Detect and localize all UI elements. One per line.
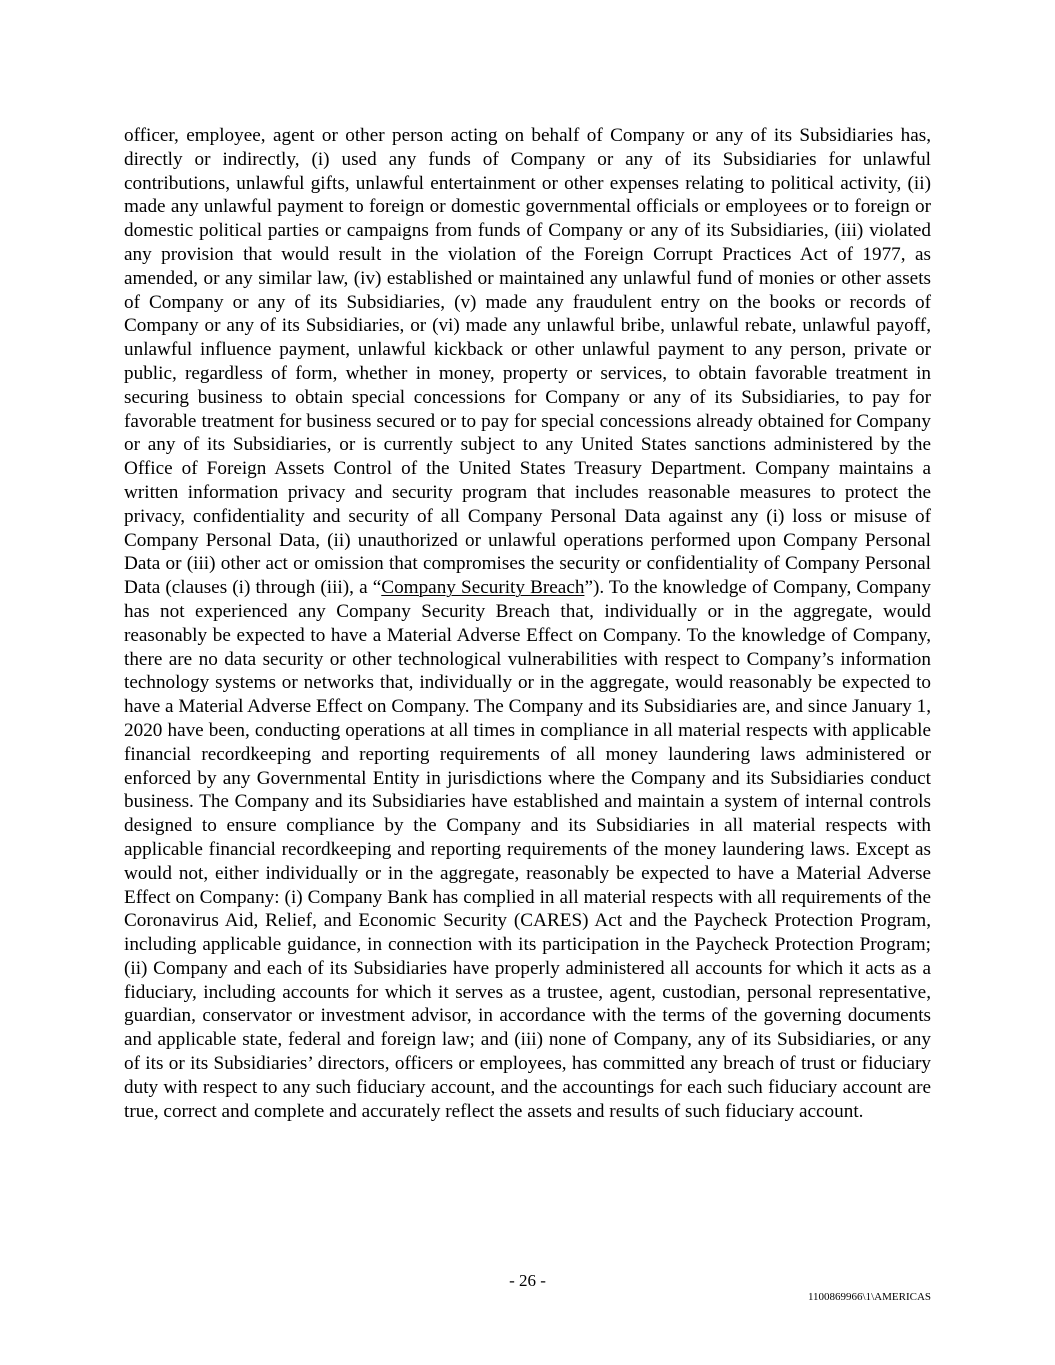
document-id: 1100869966\1\AMERICAS: [807, 1291, 931, 1303]
document-body: [124, 124, 931, 1123]
page-number: - 26 -: [509, 1271, 546, 1290]
paragraph-text-continued: ”). To the knowledge of Company, Company has not experienced any Company Security Breach that, individually or in the aggregate, would reasonably be expected to have a Material Adverse Effect on Company. To the knowledge of Company, there are no data security or other technological vulnerabilities with respect to Company’s information technology systems or networks that, individually or in the aggregate, would reasonably be expected to have a Material Adverse Effect on Company. The Company and its Subsidiaries are, and since January 1, 2020 have been, conducting operations at all times in compliance in all material respects with applicable financial recordkeeping and reporting requirements of all money laundering laws administered or enforced by any Governmental Entity in jurisdictions where the Company and its Subsidiaries conduct business. The Company and its Subsidiaries have established and maintain a system of internal controls designed to ensure compliance by the Company and its Subsidiaries in all material respects with applicable financial recordkeeping and reporting requirements of the money laundering laws. Except as would not, either individually or in the aggregate, reasonably be expected to have a Material Adverse Effect on Company: (i) Company Bank has complied in all material respects with all requirements of the Coronavirus Aid, Relief, and Economic Security (CARES) Act and the Paycheck Protection Program, including applicable guidance, in connection with its participation in the Paycheck Protection Program; (ii) Company and each of its Subsidiaries have properly administered all accounts for which it acts as a fiduciary, including accounts for which it serves as a trustee, agent, custodian, personal representative, guardian, conservator or investment advisor, in accordance with the terms of the governing documents and applicable state, federal and foreign law; and (iii) none of Company, any of its Subsidiaries, or any of its or its Subsidiaries’ directors, officers or employees, has committed any breach of trust or fiduciary duty with respect to any such fiduciary account, and the accountings for each such fiduciary account are true, correct and complete and accurately reflect the assets and results of such fiduciary account.: [124, 577, 931, 1122]
paragraph-text: officer, employee, agent or other person acting on behalf of Company or any of its Subsidiaries has, directly or indirectly, (i) used any funds of Company or any of its Subsidiaries for unlawful contributions, unlawful gifts, unlawful entertainment or other expenses relating to political activity, (ii) made any unlawful payment to foreign or domestic governmental officials or employees or to foreign or domestic political parties or campaigns from funds of Company or any of its Subsidiaries, (iii) violated any provision that would result in the violation of the Foreign Corrupt Practices Act of 1977, as amended, or any similar law, (iv) established or maintained any unlawful fund of monies or other assets of Company or any of its Subsidiaries, (v) made any fraudulent entry on the books or records of Company or any of its Subsidiaries, or (vi) made any unlawful bribe, unlawful rebate, unlawful payoff, unlawful influence payment, unlawful kickback or other unlawful payment to any person, private or public, regardless of form, whether in money, property or services, to obtain favorable treatment in securing business to obtain special concessions for Company or any of its Subsidiaries, to pay for favorable treatment for business secured or to pay for special concessions already obtained for Company or any of its Subsidiaries, or is currently subject to any United States sanctions administered by the Office of Foreign Assets Control of the United States Treasury Department. Company maintains a written information privacy and security program that includes reasonable measures to protect the privacy, confidentiality and security of all Company Personal Data against any (i) loss or misuse of Company Personal Data, (ii) unauthorized or unlawful operations performed upon Company Personal Data or (iii) other act or omission that compromises the security or confidentiality of Company Personal Data (clauses (i) through (iii), a “: [124, 125, 931, 599]
defined-term-company-security-breach: Company Security Breach: [381, 577, 585, 599]
body-paragraph: [124, 124, 931, 1123]
